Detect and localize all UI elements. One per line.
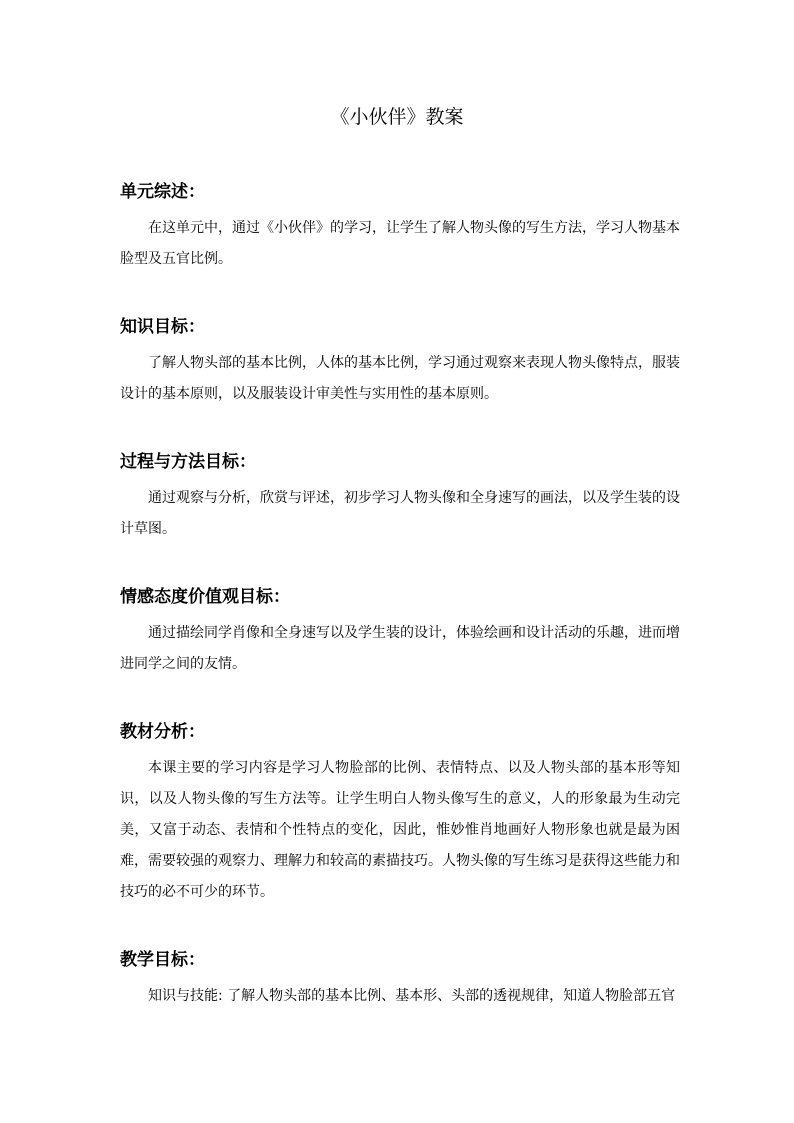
section-paragraph: 在这单元中，通过《小伙伴》的学习，让学生了解人物头像的写生方法，学习人物基本脸型及五官比例。 [120,220,680,267]
section-heading: 过程与方法目标： [120,452,256,472]
section-heading: 情感态度价值观目标： [120,587,290,607]
section-paragraph: 了解人物头部的基本比例，人体的基本比例，学习通过观察来表现人物头像特点，服装设计的基本原则，以及服装设计审美性与实用性的基本原则。 [120,355,680,402]
section-heading: 教材分析： [120,722,205,742]
document-title: 《小伙伴》教案 [330,106,464,128]
section-knowledge-goals [120,315,680,410]
section-paragraph: 通过描绘同学肖像和全身速写以及学生装的设计，体验绘画和设计活动的乐趣，进而增进同学之间的友情。 [120,625,680,672]
section-heading: 知识目标： [120,317,205,337]
section-teaching-goals [120,948,680,1012]
section-material-analysis [120,720,680,908]
section-emotion-attitude-goals [120,585,680,680]
section-paragraph: 知识与技能: 了解人物头部的基本比例、基本形、头部的透视规律，知道人物脸部五官 [148,988,676,1004]
section-unit-overview [120,180,680,275]
section-heading: 教学目标： [120,950,205,970]
section-process-method-goals [120,450,680,545]
section-heading: 单元综述： [120,182,205,202]
section-paragraph: 通过观察与分析，欣赏与评述，初步学习人物头像和全身速写的画法，以及学生装的设计草图。 [120,490,680,537]
section-paragraph: 本课主要的学习内容是学习人物脸部的比例、表情特点、以及人物头部的基本形等知识，以及人物头像的写生方法等。让学生明白人物头像写生的意义，人的形象最为生动完美，又富于动态、表情和个性特点的变化，因此，惟妙惟肖地画好人物形象也就是最为困难，需要较强的观察力、理解力和较高的素描技巧。人物头像的写生练习是获得这些能力和技巧的必不可少的环节。 [120,760,680,900]
